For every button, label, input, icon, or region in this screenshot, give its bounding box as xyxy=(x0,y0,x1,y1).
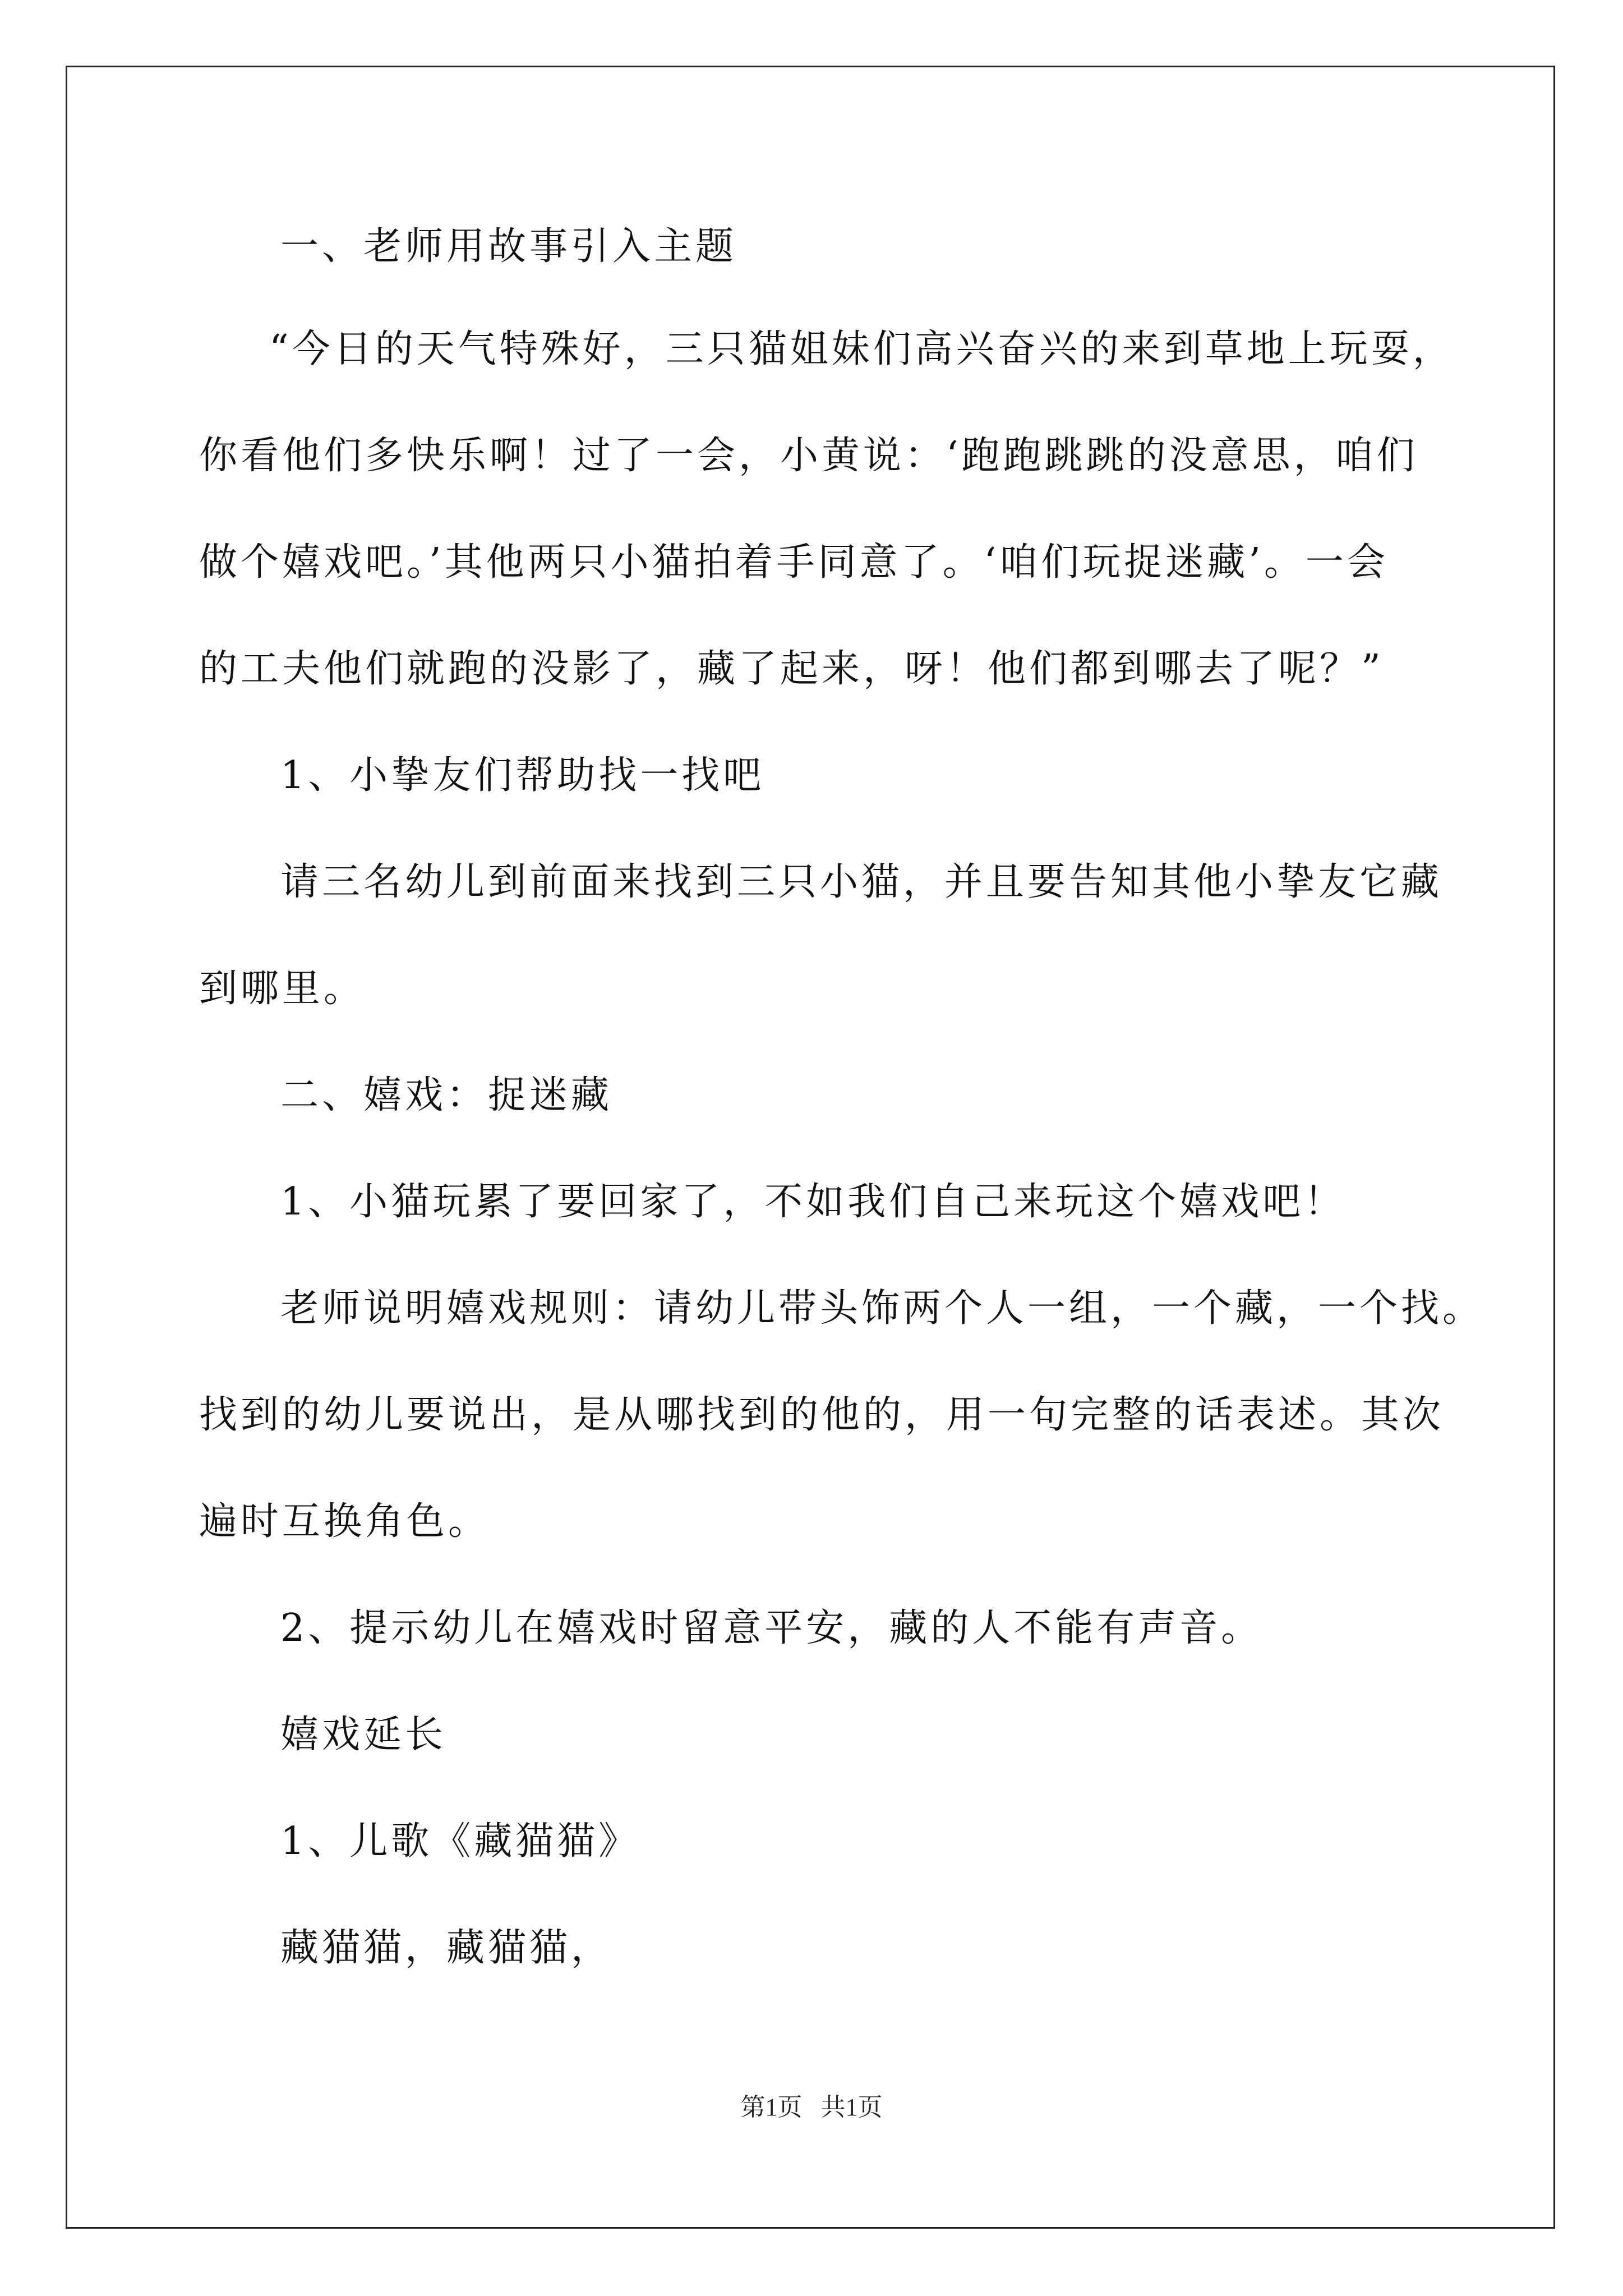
page-number: 第1页 共1页 xyxy=(740,2093,883,2121)
list-item: 1、儿歌《藏猫猫》 xyxy=(280,1819,640,1864)
paragraph-line: 藏猫猫，藏猫猫， xyxy=(280,1926,613,1970)
paragraph-line: 老师说明嬉戏规则：请幼儿带头饰两个人一组，一个藏，一个找。 xyxy=(280,1286,1484,1331)
paragraph-line: 的工夫他们就跑的没影了，藏了起来，呀！他们都到哪去了呢？” xyxy=(199,647,1384,691)
list-item: 1、小猫玩累了要回家了，不如我们自己来玩这个嬉戏吧！ xyxy=(280,1180,1346,1224)
paragraph-line: 你看他们多快乐啊！过了一会，小黄说：‘跑跑跳跳的没意思，咱们 xyxy=(199,434,1418,478)
paragraph-line: “今日的天气特殊好，三只猫姐妹们高兴奋兴的来到草地上玩耍， xyxy=(269,327,1454,371)
paragraph-line: 到哪里。 xyxy=(199,967,366,1011)
paragraph-line: 找到的幼儿要说出，是从哪找到的他的，用一句完整的话表述。其次 xyxy=(199,1393,1445,1437)
paragraph-line: 请三名幼儿到前面来找到三只小猫，并且要告知其他小挚友它藏 xyxy=(280,860,1443,904)
list-item: 2、提示幼儿在嬉戏时留意平安，藏的人不能有声音。 xyxy=(280,1606,1263,1650)
section-heading: 一、老师用故事引入主题 xyxy=(280,224,737,269)
paragraph-line: 做个嬉戏吧。’其他两只小猫拍着手同意了。‘咱们玩捉迷藏’。一会 xyxy=(199,540,1389,585)
paragraph-line: 遍时互换角色。 xyxy=(199,1499,490,1544)
page-border xyxy=(66,66,1555,2229)
list-item: 1、小挚友们帮助找一找吧 xyxy=(280,753,765,798)
section-heading: 嬉戏延长 xyxy=(280,1713,447,1757)
section-heading: 二、嬉戏：捉迷藏 xyxy=(280,1073,613,1117)
